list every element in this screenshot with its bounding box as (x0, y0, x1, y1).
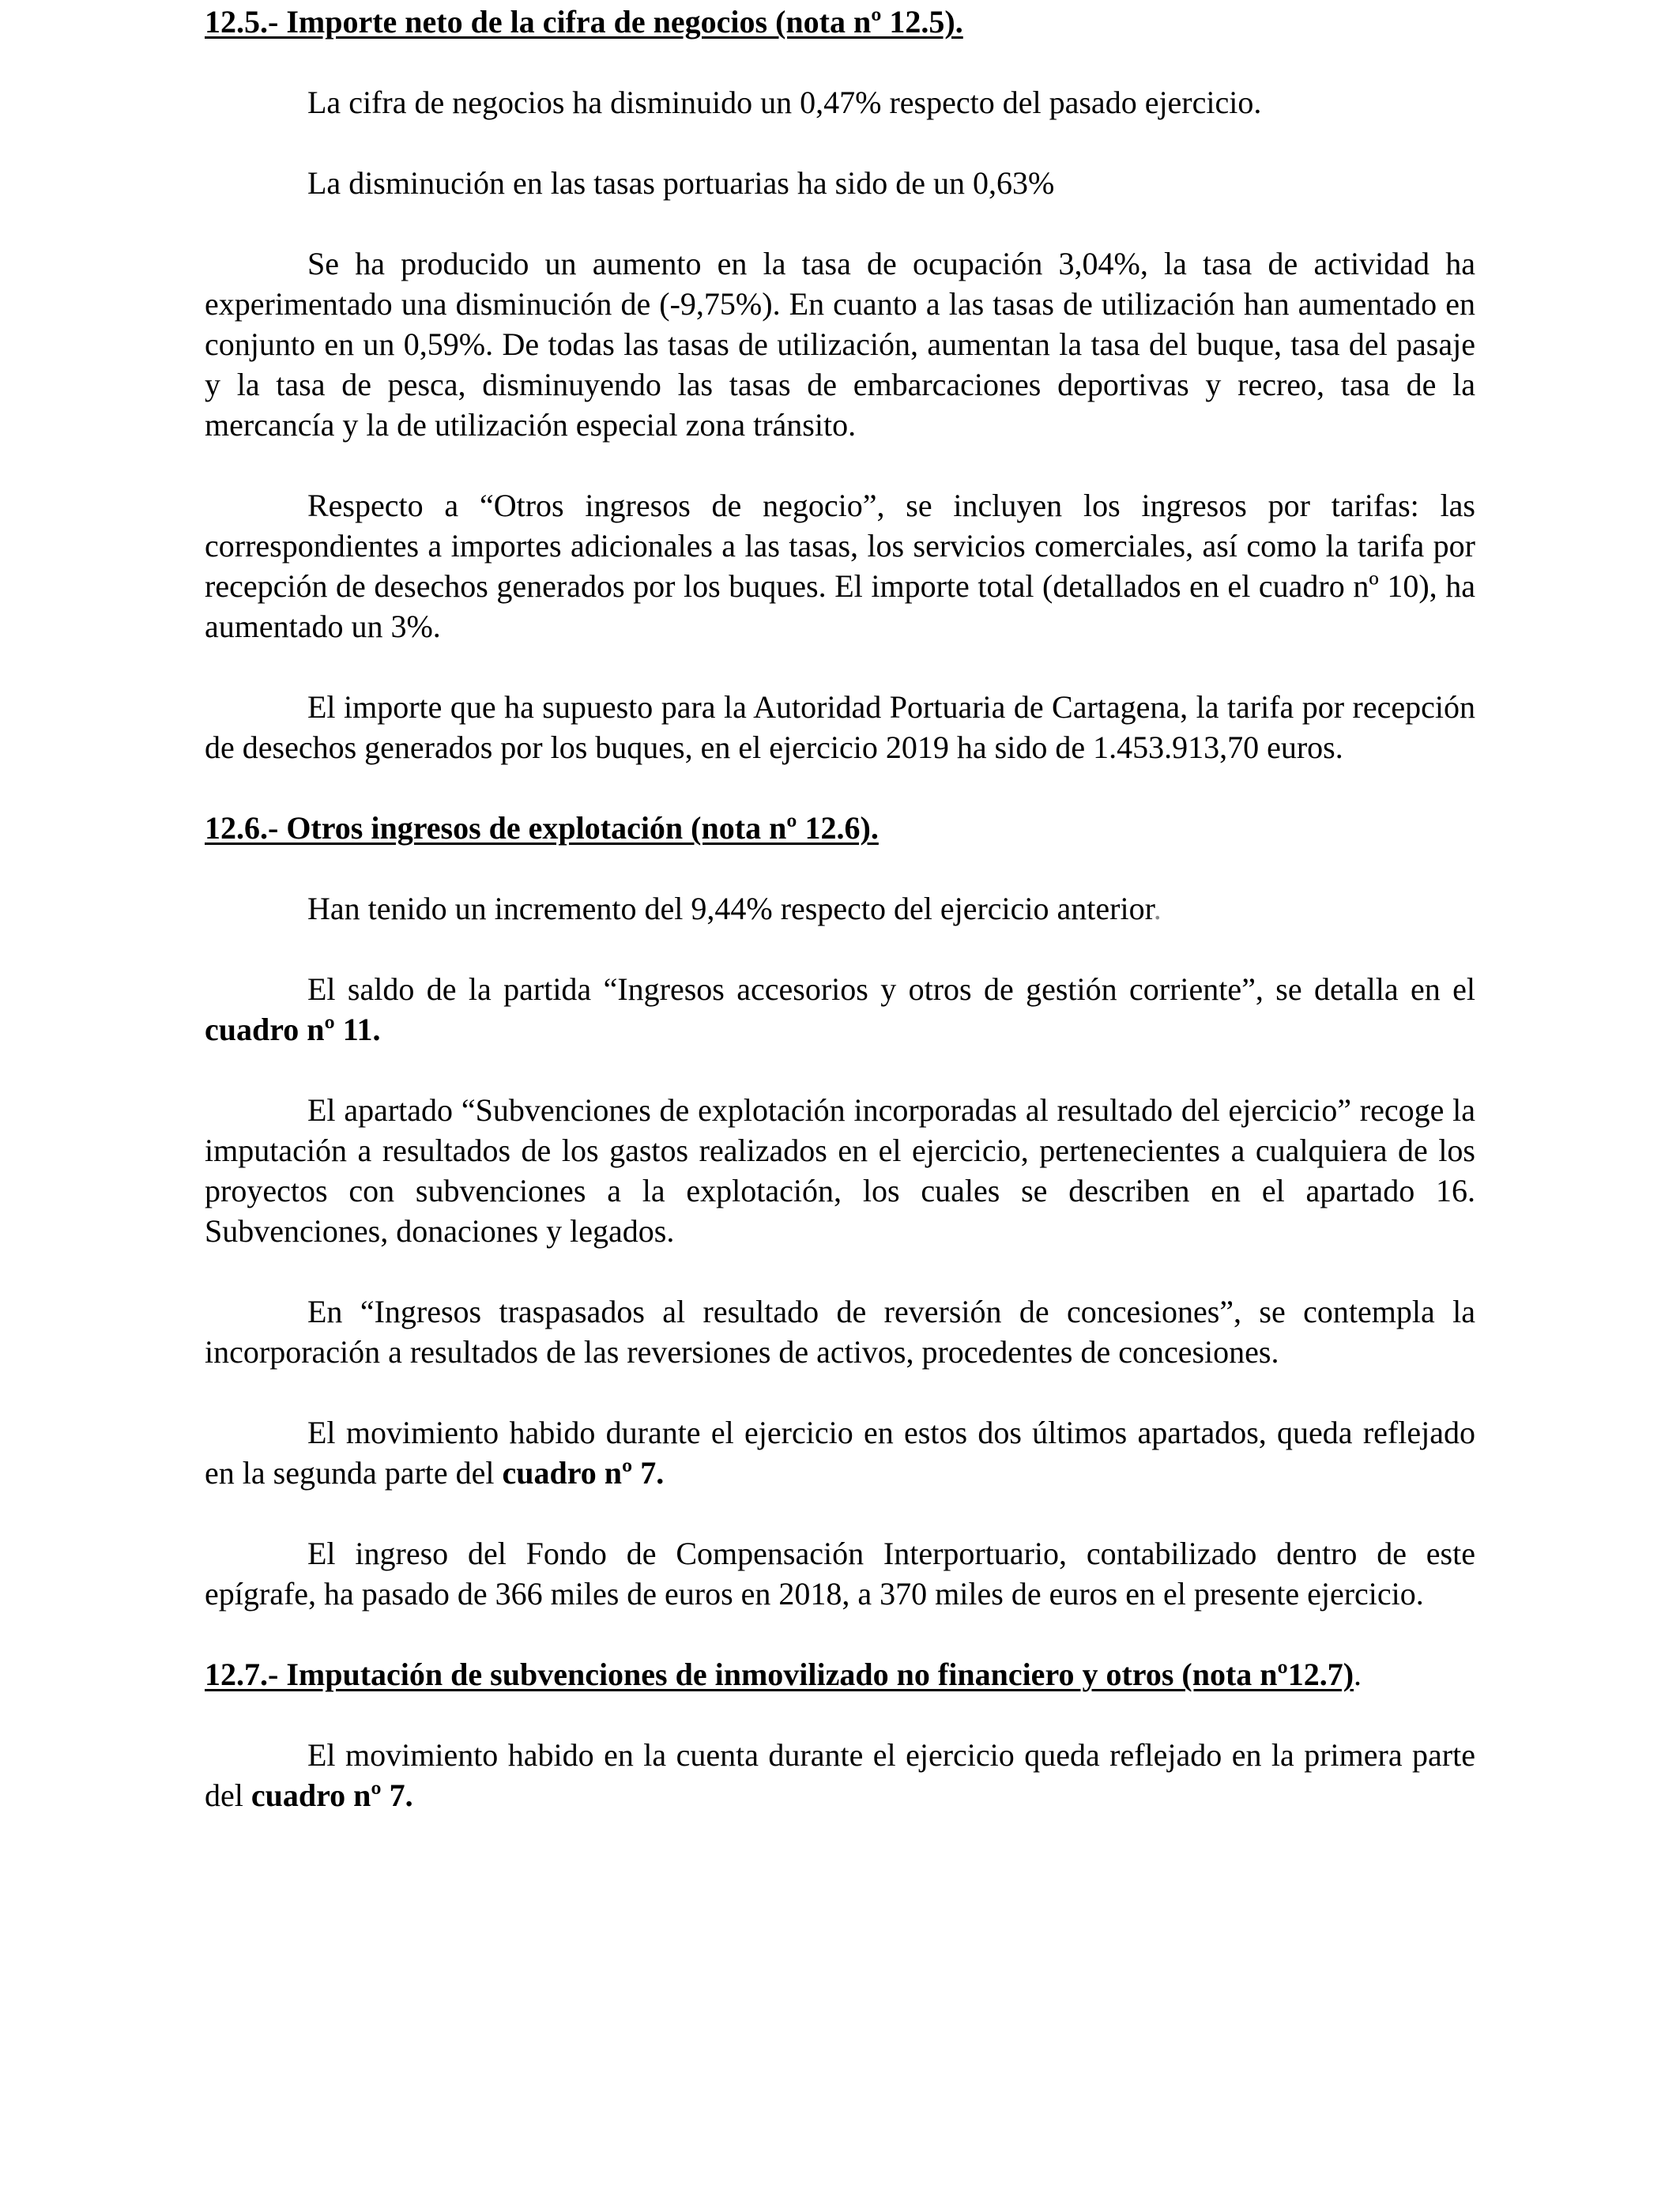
paragraph (205, 1735, 1475, 1815)
paragraph (205, 969, 1475, 1050)
paragraph (205, 888, 1475, 929)
document-body (205, 2, 1475, 1815)
paragraph-text: Han tenido un incremento del 9,44% respecto del ejercicio anterior (307, 891, 1154, 926)
paragraph: El ingreso del Fondo de Compensación Interportuario, contabilizado dentro de este epígrafe, ha pasado de 366 miles de euros en 2018, a 370 miles de euros en el presente ejercicio. (205, 1536, 1475, 1612)
paragraph-text: El saldo de la partida “Ingresos accesorios y otros de gestión corriente”, se detalla en el (307, 971, 1475, 1007)
paragraph (205, 1412, 1475, 1493)
paragraph-end-dot: . (1153, 891, 1162, 926)
paragraph: Respecto a “Otros ingresos de negocio”, se incluyen los ingresos por tarifas: las correspondientes a importes adicionales a las tasas, los servicios comerciales, así como la tarifa por recepción de desechos generados por los buques. El importe total (detallados en el cuadro nº 10), ha aumentado un 3%. (205, 488, 1475, 644)
bold-reference: cuadro nº 11. (205, 1012, 381, 1047)
paragraph-text: El movimiento habido en la cuenta durante el ejercicio queda reflejado en la primera parte del (205, 1737, 1475, 1813)
heading-text: 12.7.- Imputación de subvenciones de inmovilizado no financiero y otros (nota nº12.7) (205, 1657, 1354, 1692)
section-heading-12-7 (205, 1654, 1475, 1695)
paragraph: El apartado “Subvenciones de explotación incorporadas al resultado del ejercicio” recoge la imputación a resultados de los gastos realizados en el ejercicio, pertenecientes a cualquiera de los proyectos con subvenciones a la explotación, los cuales se describen en el apartado 16. Subvenciones, donaciones y legados. (205, 1092, 1475, 1249)
paragraph: En “Ingresos traspasados al resultado de reversión de concesiones”, se contempla la incorporación a resultados de las reversiones de activos, procedentes de concesiones. (205, 1294, 1475, 1370)
section-heading-12-5: 12.5.- Importe neto de la cifra de negocios (nota nº 12.5). (205, 4, 963, 40)
paragraph-text: El movimiento habido durante el ejercicio en estos dos últimos apartados, queda reflejado en la segunda parte del (205, 1415, 1475, 1491)
bold-reference: cuadro nº 7. (250, 1777, 413, 1813)
heading-end-dot: . (1354, 1657, 1362, 1692)
paragraph: El importe que ha supuesto para la Autoridad Portuaria de Cartagena, la tarifa por recepción de desechos generados por los buques, en el ejercicio 2019 ha sido de 1.453.913,70 euros. (205, 689, 1475, 765)
section-heading-12-6: 12.6.- Otros ingresos de explotación (nota nº 12.6). (205, 810, 879, 846)
bold-reference: cuadro nº 7. (502, 1455, 665, 1491)
paragraph: La cifra de negocios ha disminuido un 0,47% respecto del pasado ejercicio. (307, 85, 1262, 120)
paragraph: Se ha producido un aumento en la tasa de ocupación 3,04%, la tasa de actividad ha experimentado una disminución de (-9,75%). En cuanto a las tasas de utilización han aumentado en conjunto en un 0,59%. De todas las tasas de utilización, aumentan la tasa del buque, tasa del pasaje y la tasa de pesca, disminuyendo las tasas de embarcaciones deportivas y recreo, tasa de la mercancía y la de utilización especial zona tránsito. (205, 246, 1475, 443)
paragraph: La disminución en las tasas portuarias ha sido de un 0,63% (307, 165, 1055, 201)
